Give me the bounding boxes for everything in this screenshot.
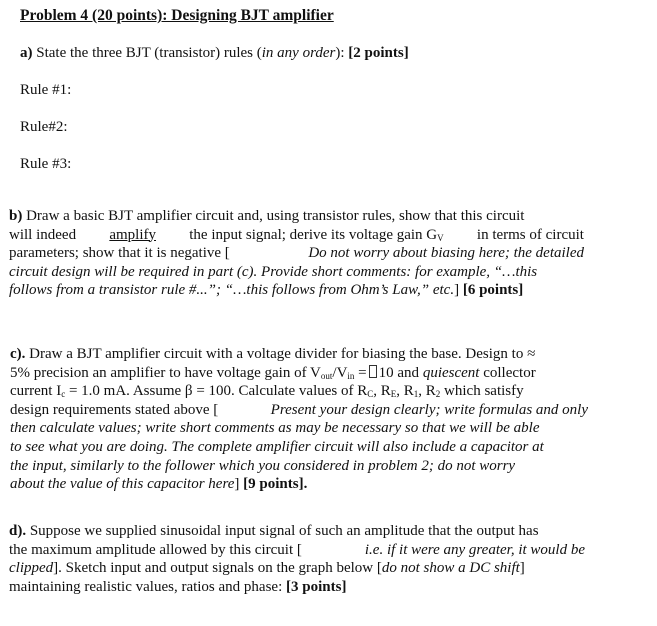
part-d-paragraph — [9, 522, 585, 596]
part-c-line-8: about the value of this capacitor here ] [9 points]. — [10, 476, 308, 493]
rule-3-label: Rule #3: — [20, 156, 72, 172]
part-c-line-3: current $I_c = 1.0$ mA. Assume β = 100. Calculate values of $R_C$, $R_E$, $R_1$, $R_2$ which satisfy — [10, 383, 524, 400]
part-b-line-2: will indeed amplify the input signal; derive its voltage gain $G_V$ in terms of circuit — [9, 226, 584, 243]
part-d-line-2: the maximum amplitude allowed by this circuit [ i.e. if it were any greater, it would be — [9, 541, 585, 558]
page-title: Problem 4 (20 points): Designing BJT amplifier — [20, 7, 334, 24]
part-b-paragraph — [9, 207, 584, 300]
part-d-line-1: d). Suppose we supplied sinusoidal input signal of such an amplitude that the output has — [9, 523, 539, 539]
part-b-line-1: b) Draw a basic BJT amplifier circuit and, using transistor rules, show that this circuit — [9, 208, 525, 224]
part-d-line-4: maintaining realistic values, ratios and phase: [3 points] — [9, 578, 347, 595]
rule-1-label: Rule #1: — [20, 82, 72, 98]
part-c-line-7: the input, similarly to the follower which you considered in problem 2; do not worry — [10, 457, 516, 474]
rule-2-label: Rule#2: — [20, 119, 68, 135]
part-b-line-4: circuit design will be required in part (c). Provide short comments: for example, “…this — [9, 263, 538, 280]
part-c-paragraph — [10, 345, 588, 494]
part-a-prompt: a) State the three BJT (transistor) rules (in any order): [2 points] — [20, 45, 409, 61]
part-d-line-3: clipped]. Sketch input and output signals on the graph below [do not show a DC shift] — [9, 560, 525, 577]
part-a-points: [2 points] — [348, 45, 409, 61]
missing-glyph-icon — [369, 365, 377, 378]
part-d-points: [3 points] — [286, 578, 347, 595]
part-b-points: [6 points] — [462, 282, 524, 299]
part-c-line-4: design requirements stated above [ Present your design clearly; write formulas and only — [10, 401, 588, 418]
part-c-line-1: c). Draw a BJT amplifier circuit with a voltage divider for biasing the base. Design to ≈ — [10, 346, 536, 362]
part-b-line-3: parameters; show that it is negative [ Do not worry about biasing here; the detailed — [9, 245, 584, 262]
part-c-line-6: to see what you are doing. The complete amplifier circuit will also include a capacitor at — [10, 438, 544, 455]
part-c-line-5: then calculate values; write short comments as may be necessary so that we will be able — [10, 420, 540, 437]
part-b-line-5: follows from a transistor rule #...”; “…this follows from Ohm’s Law,” etc. ] [6 points] — [9, 282, 524, 299]
part-c-points: [9 points]. — [243, 476, 308, 493]
part-c-line-2: 5% precision an amplifier to have voltage gain of $V_{out}/V_{in} = 10$ and quiescent collector — [10, 364, 536, 381]
part-a-label: a) — [20, 45, 33, 61]
